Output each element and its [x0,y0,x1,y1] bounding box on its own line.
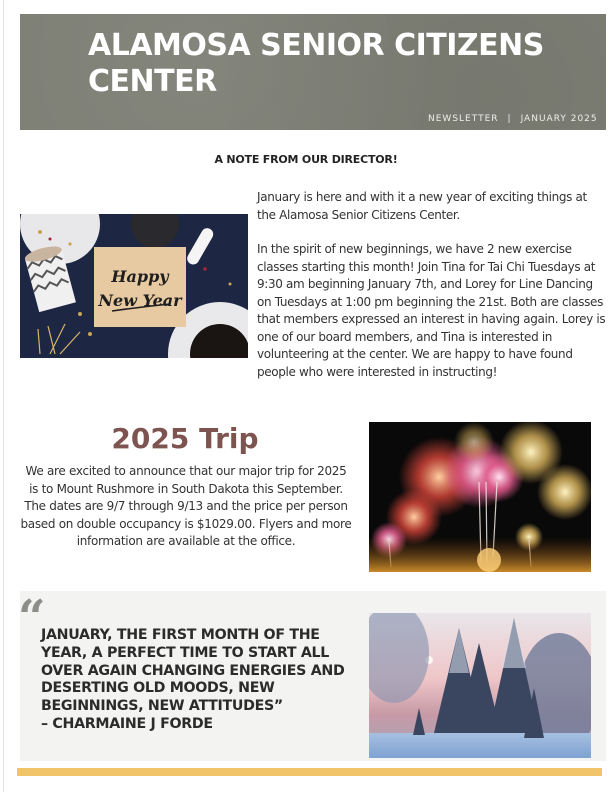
director-paragraph: In the spirit of new beginnings, we have 2 new exercise classes starting this month! Join Tina for Tai Chi Tuesdays at 9:30 am beginning January 7th, and Lorey for Line Dancing on Tuesdays at 1:00 pm beginning the 21st. Both are classes that members expressed an interest in having again. Lorey is one of our board members, and Tina is interested in volunteering at the center. We are happy to have found people who were interested in instructing! [257,242,606,379]
trip-description: We are excited to announce that our major trip for 2025 is to Mount Rushmore in South Dakota this September. The dates are 9/7 through 9/13 and the price per person based on double occupancy is $1029.00. Flyers and more information are available at the office. [20,464,352,549]
svg-text:New Year: New Year [98,291,182,310]
page-edge [3,0,4,792]
director-paragraph: January is here and with it a new year of exciting things at the Alamosa Senior Citizens Center. [257,190,587,222]
meta-separator: | [507,114,512,124]
footer-accent-bar [17,768,602,776]
quote-mark-icon: “ [18,590,46,646]
issue-date: JANUARY 2025 [520,114,598,124]
trip-heading: 2025 Trip [111,422,259,455]
quote-text: JANUARY, THE FIRST MONTH OF THE YEAR, A PERFECT TIME TO START ALL OVER AGAIN CHANGING ENERGIES AND DESERTING OLD MOODS, NEW BEGINNINGS, NEW ATTITUDES” [41,627,345,715]
winter-trees-image [369,613,591,758]
fireworks-illustration [369,422,591,572]
director-note-heading: A NOTE FROM OUR DIRECTOR! [214,153,398,166]
publication-label: NEWSLETTER [428,114,499,124]
happy-new-year-image [20,214,248,358]
winter-trees-illustration [369,613,591,758]
masthead-meta [428,114,598,124]
quote-attribution: – CHARMAINE J FORDE [41,715,213,732]
newsletter-title: ALAMOSA SENIOR CITIZENS CENTER [88,28,544,99]
happy-new-year-illustration [20,214,248,358]
svg-text:Happy: Happy [111,267,169,286]
pull-quote [41,627,361,734]
fireworks-image [369,422,591,572]
director-note-body [257,189,607,398]
masthead [20,14,606,130]
